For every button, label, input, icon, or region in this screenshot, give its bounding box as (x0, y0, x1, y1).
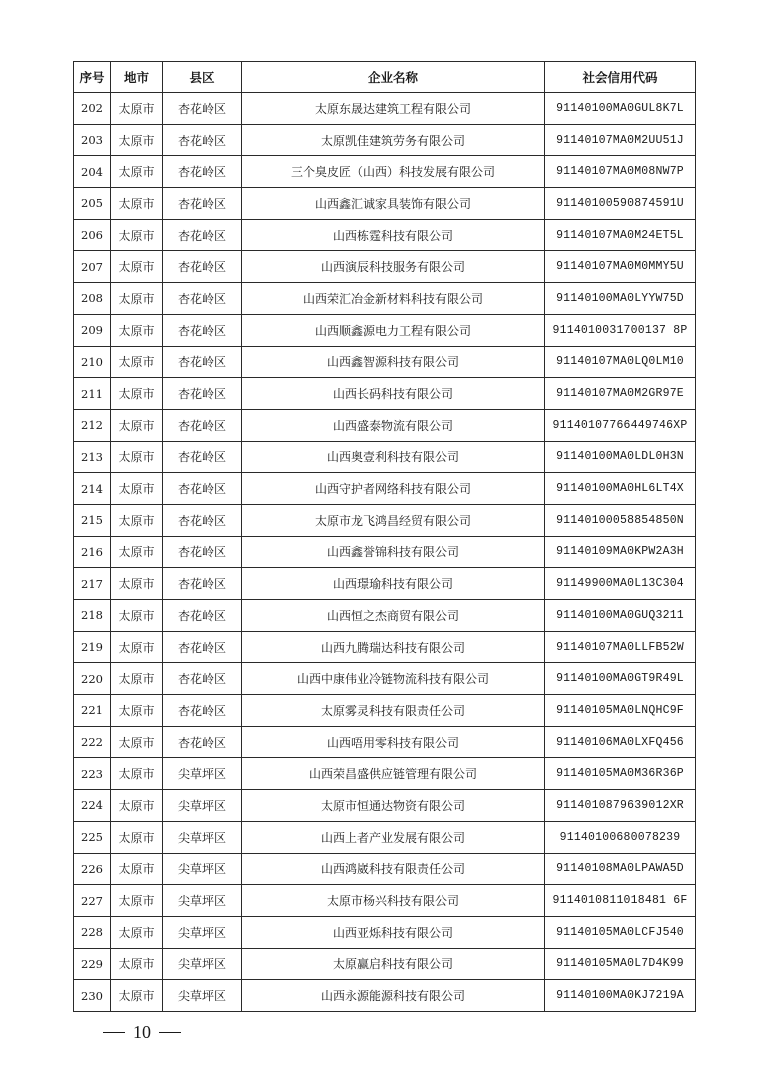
cell-company-name: 山西荣汇冶金新材料科技有限公司 (242, 283, 545, 315)
cell-city: 太原市 (111, 663, 163, 695)
cell-city: 太原市 (111, 821, 163, 853)
cell-serial: 216 (74, 536, 111, 568)
cell-company-name: 太原赢启科技有限公司 (242, 948, 545, 980)
table-row (74, 885, 696, 917)
cell-company-name: 山西中康伟业冷链物流科技有限公司 (242, 663, 545, 695)
cell-serial: 225 (74, 821, 111, 853)
cell-company-name: 山西唔用零科技有限公司 (242, 726, 545, 758)
table-row (74, 251, 696, 283)
cell-serial: 226 (74, 853, 111, 885)
cell-serial: 213 (74, 441, 111, 473)
cell-district: 杏花岭区 (163, 441, 242, 473)
table-row (74, 663, 696, 695)
table-body (74, 93, 696, 1012)
cell-credit-code: 91140108MA0LPAWA5D (545, 853, 696, 885)
cell-city: 太原市 (111, 124, 163, 156)
cell-city: 太原市 (111, 695, 163, 727)
cell-district: 尖草坪区 (163, 948, 242, 980)
cell-credit-code: 91140107MA0LQ0LM10 (545, 346, 696, 378)
table-row (74, 409, 696, 441)
table-row (74, 93, 696, 125)
cell-serial: 210 (74, 346, 111, 378)
cell-serial: 214 (74, 473, 111, 505)
cell-credit-code: 91140100MA0HL6LT4X (545, 473, 696, 505)
table-row (74, 758, 696, 790)
cell-city: 太原市 (111, 758, 163, 790)
cell-company-name: 山西盛泰物流有限公司 (242, 409, 545, 441)
header-city: 地市 (111, 62, 163, 93)
header-company-name: 企业名称 (242, 62, 545, 93)
cell-district: 杏花岭区 (163, 219, 242, 251)
table-row (74, 695, 696, 727)
cell-company-name: 太原市杨兴科技有限公司 (242, 885, 545, 917)
cell-serial: 227 (74, 885, 111, 917)
table-row (74, 314, 696, 346)
table-row (74, 124, 696, 156)
cell-credit-code: 91149900MA0L13C304 (545, 568, 696, 600)
cell-serial: 209 (74, 314, 111, 346)
cell-company-name: 山西长码科技有限公司 (242, 378, 545, 410)
cell-company-name: 太原雾灵科技有限责任公司 (242, 695, 545, 727)
cell-serial: 215 (74, 504, 111, 536)
cell-district: 杏花岭区 (163, 314, 242, 346)
table-row (74, 283, 696, 315)
cell-company-name: 太原市龙飞鸿昌经贸有限公司 (242, 504, 545, 536)
cell-city: 太原市 (111, 346, 163, 378)
table-row (74, 156, 696, 188)
cell-serial: 222 (74, 726, 111, 758)
table-row (74, 219, 696, 251)
cell-credit-code: 91140100680078239 (545, 821, 696, 853)
cell-district: 杏花岭区 (163, 600, 242, 632)
cell-city: 太原市 (111, 409, 163, 441)
cell-serial: 204 (74, 156, 111, 188)
cell-serial: 205 (74, 188, 111, 220)
cell-credit-code: 91140100590874591U (545, 188, 696, 220)
cell-city: 太原市 (111, 916, 163, 948)
cell-district: 杏花岭区 (163, 726, 242, 758)
cell-credit-code: 91140109MA0KPW2A3H (545, 536, 696, 568)
cell-company-name: 山西守护者网络科技有限公司 (242, 473, 545, 505)
cell-company-name: 山西顺鑫源电力工程有限公司 (242, 314, 545, 346)
cell-serial: 217 (74, 568, 111, 600)
cell-district: 杏花岭区 (163, 93, 242, 125)
cell-serial: 212 (74, 409, 111, 441)
cell-serial: 223 (74, 758, 111, 790)
cell-company-name: 山西奥壹利科技有限公司 (242, 441, 545, 473)
cell-district: 杏花岭区 (163, 346, 242, 378)
cell-city: 太原市 (111, 188, 163, 220)
enterprise-table-container (73, 61, 695, 1012)
table-row (74, 790, 696, 822)
cell-city: 太原市 (111, 441, 163, 473)
cell-company-name: 太原凯佳建筑劳务有限公司 (242, 124, 545, 156)
cell-district: 尖草坪区 (163, 980, 242, 1012)
cell-company-name: 山西鑫汇诚家具装饰有限公司 (242, 188, 545, 220)
table-row (74, 473, 696, 505)
cell-city: 太原市 (111, 726, 163, 758)
cell-credit-code: 91140105MA0M36R36P (545, 758, 696, 790)
cell-credit-code: 91140105MA0LCFJ540 (545, 916, 696, 948)
cell-district: 杏花岭区 (163, 409, 242, 441)
cell-company-name: 三个臭皮匠（山西）科技发展有限公司 (242, 156, 545, 188)
table-row (74, 504, 696, 536)
cell-credit-code: 91140100MA0GT9R49L (545, 663, 696, 695)
cell-city: 太原市 (111, 156, 163, 188)
cell-company-name: 山西栋霆科技有限公司 (242, 219, 545, 251)
cell-city: 太原市 (111, 948, 163, 980)
cell-serial: 220 (74, 663, 111, 695)
cell-credit-code: 91140100MA0KJ7219A (545, 980, 696, 1012)
cell-district: 杏花岭区 (163, 631, 242, 663)
cell-credit-code: 91140107MA0M08NW7P (545, 156, 696, 188)
cell-credit-code: 91140100MA0GUQ3211 (545, 600, 696, 632)
table-row (74, 980, 696, 1012)
table-row (74, 726, 696, 758)
cell-company-name: 山西演辰科技服务有限公司 (242, 251, 545, 283)
table-row (74, 378, 696, 410)
enterprise-table (73, 61, 696, 1012)
cell-credit-code: 91140100MA0GUL8K7L (545, 93, 696, 125)
cell-credit-code: 91140100MA0LDL0H3N (545, 441, 696, 473)
cell-district: 杏花岭区 (163, 251, 242, 283)
table-row (74, 631, 696, 663)
page-number: 10 (133, 1022, 151, 1042)
cell-company-name: 山西恒之杰商贸有限公司 (242, 600, 545, 632)
cell-company-name: 山西鸿崴科技有限责任公司 (242, 853, 545, 885)
table-row (74, 948, 696, 980)
cell-district: 杏花岭区 (163, 473, 242, 505)
cell-company-name: 山西上者产业发展有限公司 (242, 821, 545, 853)
cell-serial: 219 (74, 631, 111, 663)
cell-company-name: 山西永源能源科技有限公司 (242, 980, 545, 1012)
cell-district: 杏花岭区 (163, 536, 242, 568)
cell-credit-code: 91140100MA0LYYW75D (545, 283, 696, 315)
cell-district: 尖草坪区 (163, 821, 242, 853)
cell-city: 太原市 (111, 314, 163, 346)
header-serial: 序号 (74, 62, 111, 93)
cell-district: 尖草坪区 (163, 853, 242, 885)
cell-city: 太原市 (111, 219, 163, 251)
cell-city: 太原市 (111, 504, 163, 536)
cell-city: 太原市 (111, 790, 163, 822)
cell-city: 太原市 (111, 885, 163, 917)
table-row (74, 600, 696, 632)
cell-district: 尖草坪区 (163, 916, 242, 948)
cell-city: 太原市 (111, 283, 163, 315)
cell-district: 杏花岭区 (163, 695, 242, 727)
cell-city: 太原市 (111, 473, 163, 505)
cell-company-name: 山西鑫智源科技有限公司 (242, 346, 545, 378)
cell-credit-code: 91140107MA0LLFB52W (545, 631, 696, 663)
cell-district: 杏花岭区 (163, 156, 242, 188)
cell-serial: 224 (74, 790, 111, 822)
cell-city: 太原市 (111, 536, 163, 568)
cell-district: 尖草坪区 (163, 885, 242, 917)
cell-district: 杏花岭区 (163, 504, 242, 536)
table-row (74, 536, 696, 568)
cell-company-name: 山西亚烁科技有限公司 (242, 916, 545, 948)
cell-credit-code: 91140107MA0M2GR97E (545, 378, 696, 410)
cell-credit-code: 9114010031700137 8P (545, 314, 696, 346)
cell-serial: 208 (74, 283, 111, 315)
footer-dash-left (103, 1032, 125, 1034)
cell-district: 杏花岭区 (163, 378, 242, 410)
header-district: 县区 (163, 62, 242, 93)
cell-serial: 207 (74, 251, 111, 283)
table-row (74, 916, 696, 948)
cell-district: 杏花岭区 (163, 663, 242, 695)
cell-district: 尖草坪区 (163, 790, 242, 822)
cell-company-name: 山西九腾瑞达科技有限公司 (242, 631, 545, 663)
cell-city: 太原市 (111, 93, 163, 125)
cell-serial: 211 (74, 378, 111, 410)
cell-company-name: 山西荣昌盛供应链管理有限公司 (242, 758, 545, 790)
table-row (74, 853, 696, 885)
footer-dash-right (159, 1032, 181, 1034)
cell-credit-code: 91140107MA0M0MMY5U (545, 251, 696, 283)
table-row (74, 346, 696, 378)
cell-serial: 221 (74, 695, 111, 727)
cell-credit-code: 9114010879639012XR (545, 790, 696, 822)
cell-serial: 230 (74, 980, 111, 1012)
cell-serial: 218 (74, 600, 111, 632)
cell-company-name: 山西璟瑜科技有限公司 (242, 568, 545, 600)
cell-company-name: 山西鑫誉锦科技有限公司 (242, 536, 545, 568)
cell-credit-code: 91140107MA0M2UU51J (545, 124, 696, 156)
cell-district: 尖草坪区 (163, 758, 242, 790)
cell-district: 杏花岭区 (163, 283, 242, 315)
cell-city: 太原市 (111, 251, 163, 283)
cell-credit-code: 91140106MA0LXFQ456 (545, 726, 696, 758)
cell-district: 杏花岭区 (163, 568, 242, 600)
cell-company-name: 太原东晟达建筑工程有限公司 (242, 93, 545, 125)
cell-serial: 203 (74, 124, 111, 156)
cell-city: 太原市 (111, 378, 163, 410)
table-row (74, 188, 696, 220)
cell-company-name: 太原市恒通达物资有限公司 (242, 790, 545, 822)
cell-serial: 228 (74, 916, 111, 948)
cell-serial: 229 (74, 948, 111, 980)
cell-serial: 202 (74, 93, 111, 125)
table-row (74, 568, 696, 600)
cell-credit-code: 91140105MA0LNQHC9F (545, 695, 696, 727)
cell-district: 杏花岭区 (163, 188, 242, 220)
cell-city: 太原市 (111, 600, 163, 632)
cell-credit-code: 9114010811018481 6F (545, 885, 696, 917)
cell-credit-code: 91140107766449746XP (545, 409, 696, 441)
table-header-row (74, 62, 696, 93)
cell-city: 太原市 (111, 568, 163, 600)
cell-credit-code: 91140105MA0L7D4K99 (545, 948, 696, 980)
page-footer (95, 1022, 189, 1043)
table-row (74, 441, 696, 473)
cell-credit-code: 91140107MA0M24ET5L (545, 219, 696, 251)
cell-city: 太原市 (111, 980, 163, 1012)
table-row (74, 821, 696, 853)
header-credit-code: 社会信用代码 (545, 62, 696, 93)
cell-city: 太原市 (111, 853, 163, 885)
cell-credit-code: 91140100058854850N (545, 504, 696, 536)
cell-serial: 206 (74, 219, 111, 251)
cell-city: 太原市 (111, 631, 163, 663)
cell-district: 杏花岭区 (163, 124, 242, 156)
